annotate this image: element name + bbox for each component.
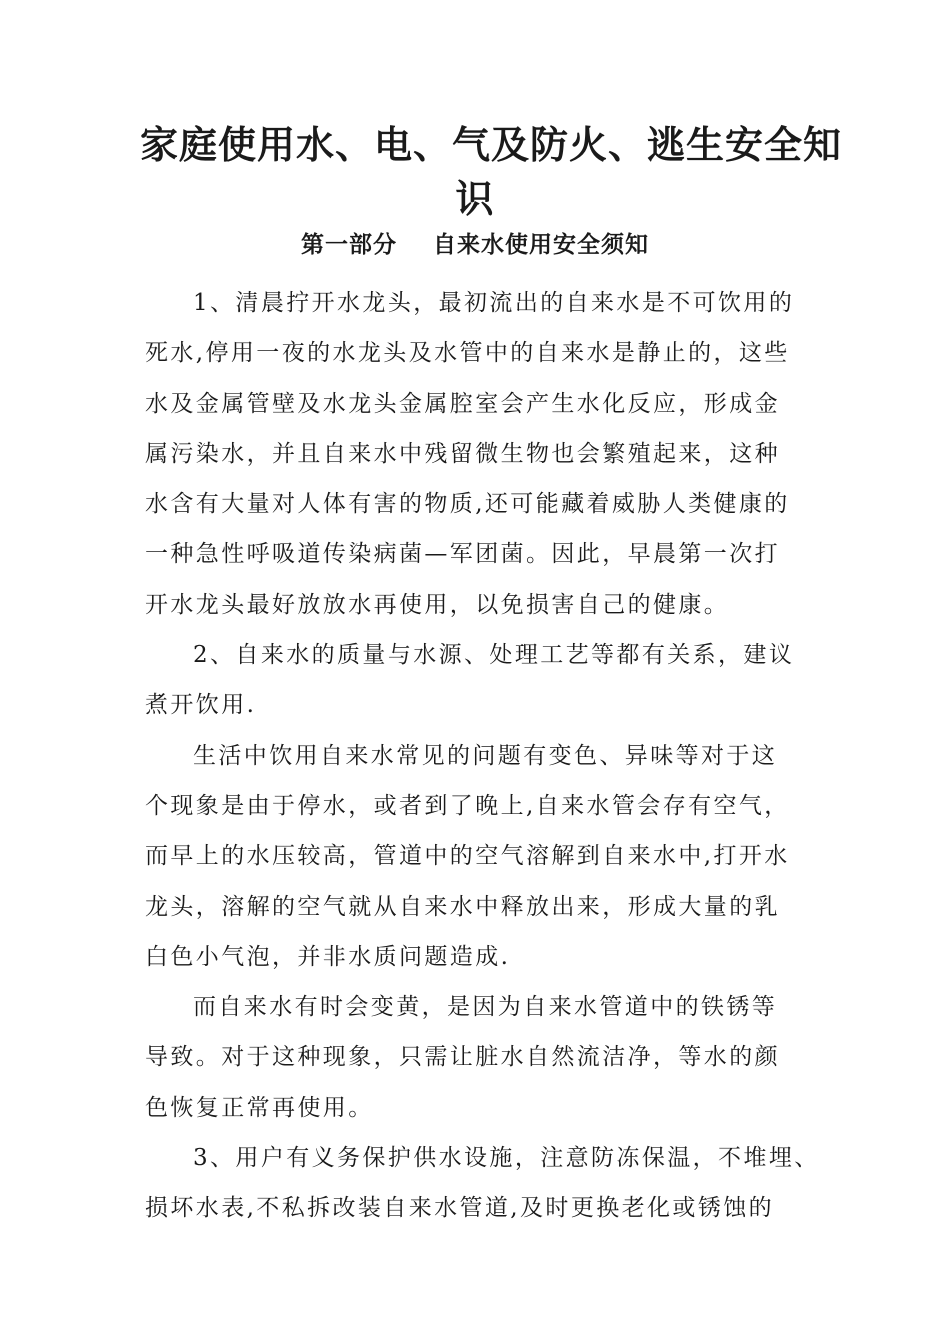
paragraph-line: 白色小气泡，并非水质问题造成. bbox=[145, 943, 511, 970]
section-heading: 第一部分 自来水使用安全须知 bbox=[300, 232, 650, 258]
paragraph-line: 龙头，溶解的空气就从自来水中释放出来，形成大量的乳 bbox=[145, 893, 780, 920]
paragraph-4 bbox=[145, 982, 835, 1133]
paragraph-line: 个现象是由于停水，或者到了晚上,自来水管会存有空气， bbox=[145, 792, 790, 819]
paragraph-line: 而自来水有时会变黄，是因为自来水管道中的铁锈等 bbox=[193, 994, 778, 1021]
document-title bbox=[140, 118, 843, 226]
paragraph-5 bbox=[145, 1133, 835, 1234]
title-line-1: 家庭使用水、电、气及防火、逃生安全知 bbox=[140, 123, 843, 167]
paragraph-line: 1、清晨拧开水龙头，最初流出的自来水是不可饮用的 bbox=[193, 290, 795, 316]
document-body bbox=[145, 278, 835, 1234]
paragraph-line: 水及金属管壁及水龙头金属腔室会产生水化反应，形成金 bbox=[145, 390, 780, 417]
title-line-2: 识 bbox=[455, 177, 495, 221]
paragraph-line: 导致。对于这种现象，只需让脏水自然流洁净，等水的颜 bbox=[145, 1044, 780, 1071]
paragraph-line: 生活中饮用自来水常见的问题有变色、异味等对于这 bbox=[193, 742, 778, 769]
paragraph-line: 而早上的水压较高，管道中的空气溶解到自来水中,打开水 bbox=[145, 843, 790, 870]
paragraph-line: 煮开饮用. bbox=[145, 692, 257, 719]
paragraph-line: 水含有大量对人体有害的物质,还可能藏着威胁人类健康的 bbox=[145, 491, 790, 518]
paragraph-line: 色恢复正常再使用。 bbox=[145, 1094, 374, 1121]
paragraph-line: 属污染水，并且自来水中残留微生物也会繁殖起来，这种 bbox=[145, 440, 780, 467]
paragraph-line: 损坏水表,不私拆改装自来水管道,及时更换老化或锈蚀的 bbox=[145, 1195, 775, 1222]
paragraph-1 bbox=[145, 278, 835, 630]
paragraph-line: 死水,停用一夜的水龙头及水管中的自来水是静止的，这些 bbox=[145, 340, 790, 367]
paragraph-line: 2、自来水的质量与水源、处理工艺等都有关系，建议 bbox=[193, 642, 795, 669]
paragraph-line: 3、用户有义务保护供水设施，注意防冻保温，不堆埋、 bbox=[193, 1145, 820, 1172]
paragraph-3 bbox=[145, 731, 835, 982]
paragraph-line: 一种急性呼吸道传染病菌—军团菌。因此，早晨第一次打 bbox=[145, 541, 780, 568]
paragraph-2 bbox=[145, 630, 835, 731]
paragraph-line: 开水龙头最好放放水再使用，以免损害自己的健康。 bbox=[145, 591, 730, 618]
